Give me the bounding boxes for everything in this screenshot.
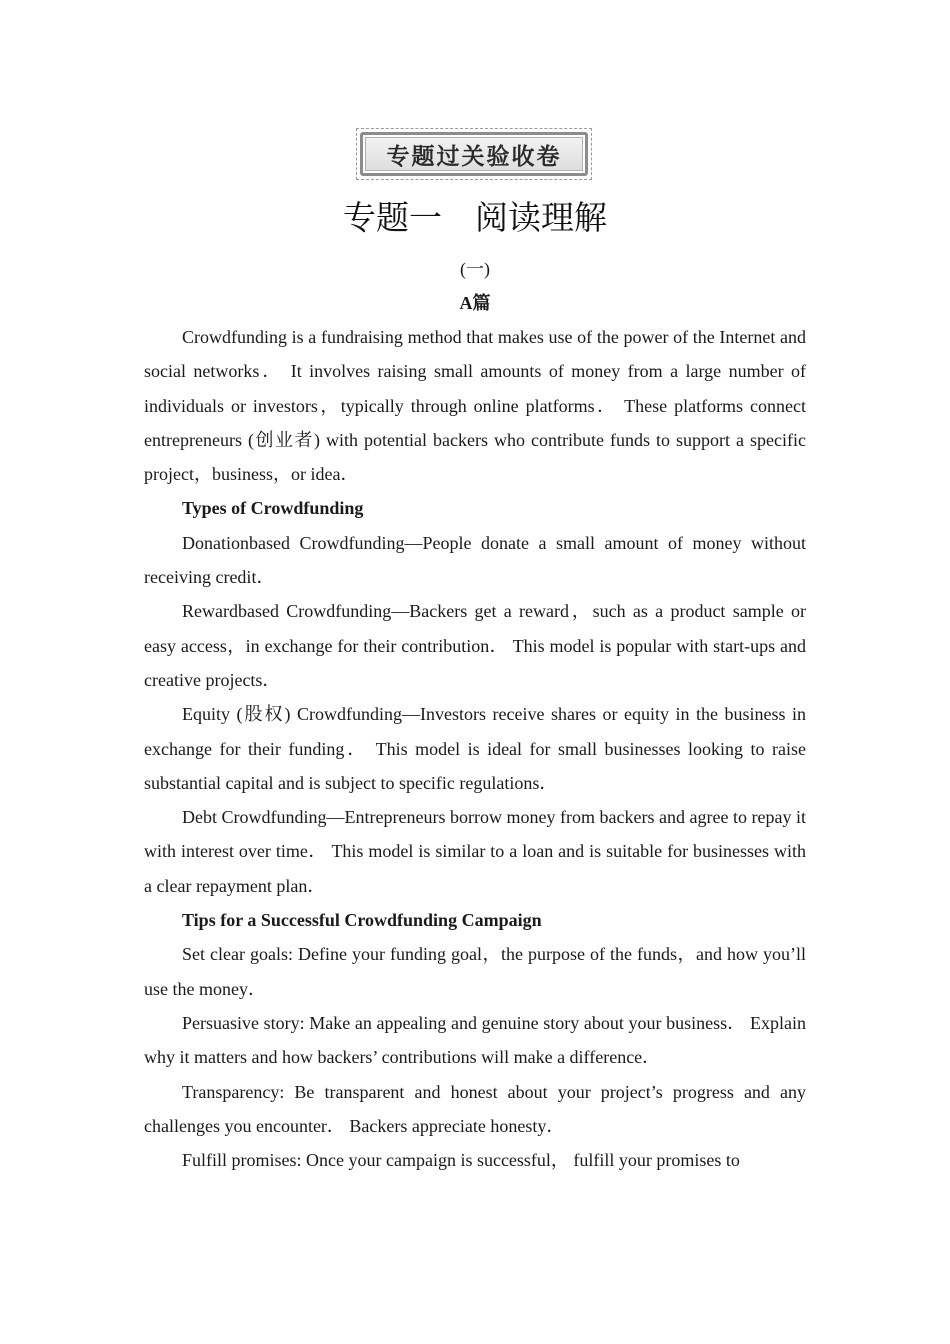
- passage-heading: Tips for a Successful Crowdfunding Campaign: [182, 910, 542, 931]
- passage-paragraph: Rewardbased Crowdfunding—Backers get a reward，such as a product sample or easy access，in exchange for their contribution． This model is popular with start-ups and creative projects．: [144, 601, 806, 690]
- passage-paragraph: Debt Crowdfunding—Entrepreneurs borrow money from backers and agree to repay it with interest over time． This model is similar to a loan and is suitable for businesses with a clear repayment plan．: [144, 807, 806, 896]
- passage-heading: Types of Crowdfunding: [182, 498, 364, 519]
- passage-paragraph: Set clear goals: Define your funding goal，the purpose of the funds，and how you’ll use the money．: [144, 944, 806, 999]
- exam-banner: [356, 128, 592, 180]
- passage-body: [144, 320, 806, 1177]
- part-number: (一): [460, 259, 490, 279]
- passage-paragraph: Transparency: Be transparent and honest about your project’s progress and any challenges you encounter． Backers appreciate honesty．: [144, 1081, 806, 1136]
- exam-banner-frame: [360, 132, 588, 176]
- passage-paragraph: Donationbased Crowdfunding—People donate a small amount of money without receiving credit．: [144, 532, 806, 588]
- passage-paragraph: Persuasive story: Make an appealing and genuine story about your business． Explain why it matters and how backers’ contributions will make a difference．: [144, 1012, 806, 1068]
- passage-paragraph: Fulfill promises: Once your campaign is successful， fulfill your promises to: [182, 1150, 740, 1171]
- passage-paragraph: Equity (股权) Crowdfunding—Investors receive shares or equity in the business in exchange for their funding． This model is ideal for small businesses looking to raise substantial capital and is subject to specific regulations．: [144, 704, 806, 793]
- exam-banner-label: 专题过关验收卷: [386, 142, 562, 170]
- passage-paragraph: Crowdfunding is a fundraising method that makes use of the power of the Internet and social networks． It involves raising small amounts of money from a large number of individuals or investors，typically through online platforms． These platforms connect entrepreneurs (创业者) with potential backers who contribute funds to support a specific project，business，or idea．: [144, 327, 806, 485]
- section-title: A篇: [459, 293, 491, 313]
- page-title: 专题一 阅读理解: [343, 198, 607, 237]
